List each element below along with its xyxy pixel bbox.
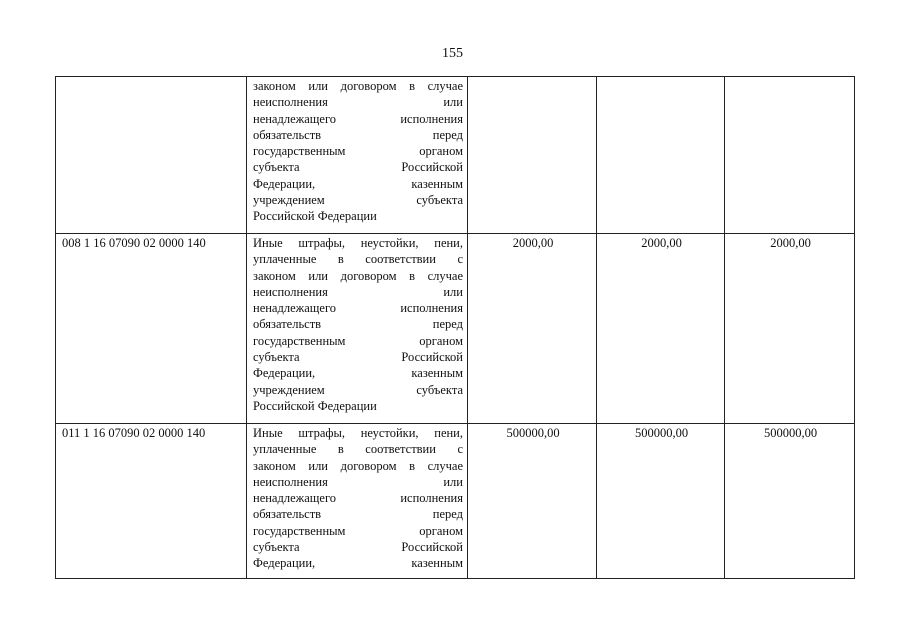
amount-cell: 2000,00 (725, 234, 855, 424)
description-line: ненадлежащего исполнения (253, 301, 463, 316)
description-line: Иные штрафы, неустойки, пени, (253, 426, 463, 440)
description-cell (247, 77, 468, 234)
table-row (56, 77, 855, 234)
description-cell (247, 234, 468, 424)
description-line: Иные штрафы, неустойки, пени, (253, 236, 463, 250)
amount-cell (725, 77, 855, 234)
description-line: учреждением субъекта (253, 382, 463, 397)
description-line: Федерации, казенным (253, 556, 463, 571)
description-line: субъекта Российской (253, 350, 463, 365)
description-line: обязательств перед (253, 317, 463, 332)
description-line: законом или договором в случае (253, 268, 463, 283)
description-line: Российской Федерации (253, 209, 377, 224)
table-row (56, 424, 855, 579)
amount-cell (597, 77, 725, 234)
description-line: государственным органом (253, 144, 463, 159)
amount-cell: 2000,00 (468, 234, 597, 424)
description-line: Федерации, казенным (253, 176, 463, 191)
description-line: обязательств перед (253, 127, 463, 142)
amount-cell: 2000,00 (597, 234, 725, 424)
description-line: уплаченные в соответствии с (253, 442, 463, 457)
description-line: неисполнения или (253, 474, 463, 489)
description-line: Российской Федерации (253, 398, 377, 413)
budget-code-cell (56, 77, 247, 234)
amount-cell: 500000,00 (468, 424, 597, 579)
description-line: ненадлежащего исполнения (253, 111, 463, 126)
amount-cell (468, 77, 597, 234)
description-line: субъекта Российской (253, 160, 463, 175)
revenue-table (55, 76, 855, 579)
page-number: 155 (442, 46, 463, 61)
description-line: субъекта Российской (253, 540, 463, 555)
description-line: ненадлежащего исполнения (253, 491, 463, 506)
description-line: Федерации, казенным (253, 366, 463, 381)
description-cell (247, 424, 468, 579)
description-line: законом или договором в случае (253, 458, 463, 473)
description-line: неисполнения или (253, 95, 463, 110)
description-line: законом или договором в случае (253, 79, 463, 93)
description-line: уплаченные в соответствии с (253, 252, 463, 267)
description-line: неисполнения или (253, 284, 463, 299)
amount-cell: 500000,00 (597, 424, 725, 579)
amount-cell: 500000,00 (725, 424, 855, 579)
description-line: обязательств перед (253, 507, 463, 522)
budget-code-cell: 008 1 16 07090 02 0000 140 (56, 234, 247, 424)
description-line: учреждением субъекта (253, 193, 463, 208)
budget-code-cell: 011 1 16 07090 02 0000 140 (56, 424, 247, 579)
table-row (56, 234, 855, 424)
description-line: государственным органом (253, 523, 463, 538)
description-line: государственным органом (253, 333, 463, 348)
